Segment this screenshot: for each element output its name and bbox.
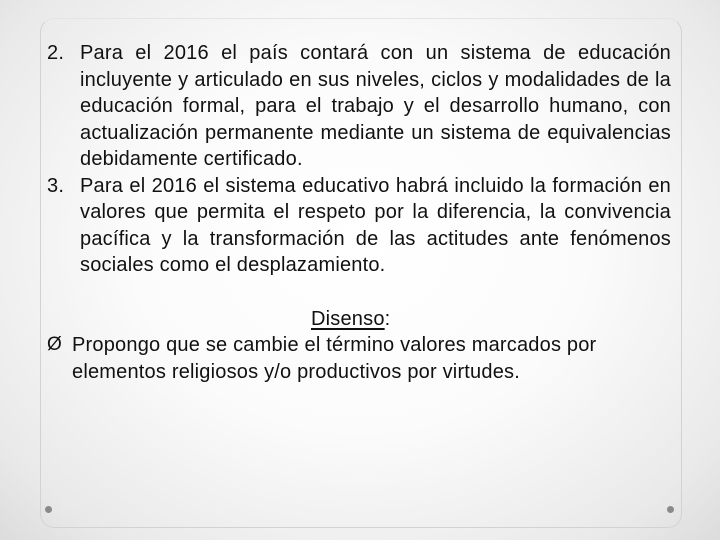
slide-content [47,40,671,385]
heading-label: Disenso [311,307,385,330]
list-item-number: 2. [47,42,65,64]
bullet-item [47,332,671,385]
corner-dot-right [667,506,674,513]
numbered-list [47,40,671,279]
section-heading [47,306,671,333]
list-item-number: 3. [47,174,65,197]
list-item-text: Para el 2016 el sistema educativo habrá incluido la formación en valores que permita el respeto por la diferencia, la convivencia pacífica y la transformación de las actitudes ante fenómenos sociales como el desplazamiento. [80,174,671,276]
heading-suffix: : [384,307,391,330]
list-item [47,40,671,173]
arrow-bullet-icon: Ø [47,334,62,355]
list-item-text: Para el 2016 el país contará con un sistema de educación incluyente y articulado en sus niveles, ciclos y modalidades de la educación formal, para el trabajo y el desarrollo humano, con actualización permanente mediante un sistema de equivalencias debidamente certificado. [80,42,671,170]
list-item [47,173,671,279]
corner-dot-left [45,506,52,513]
bullet-text: Propongo que se cambie el término valores marcados por elementos religiosos y/o productivos por virtudes. [72,334,597,383]
